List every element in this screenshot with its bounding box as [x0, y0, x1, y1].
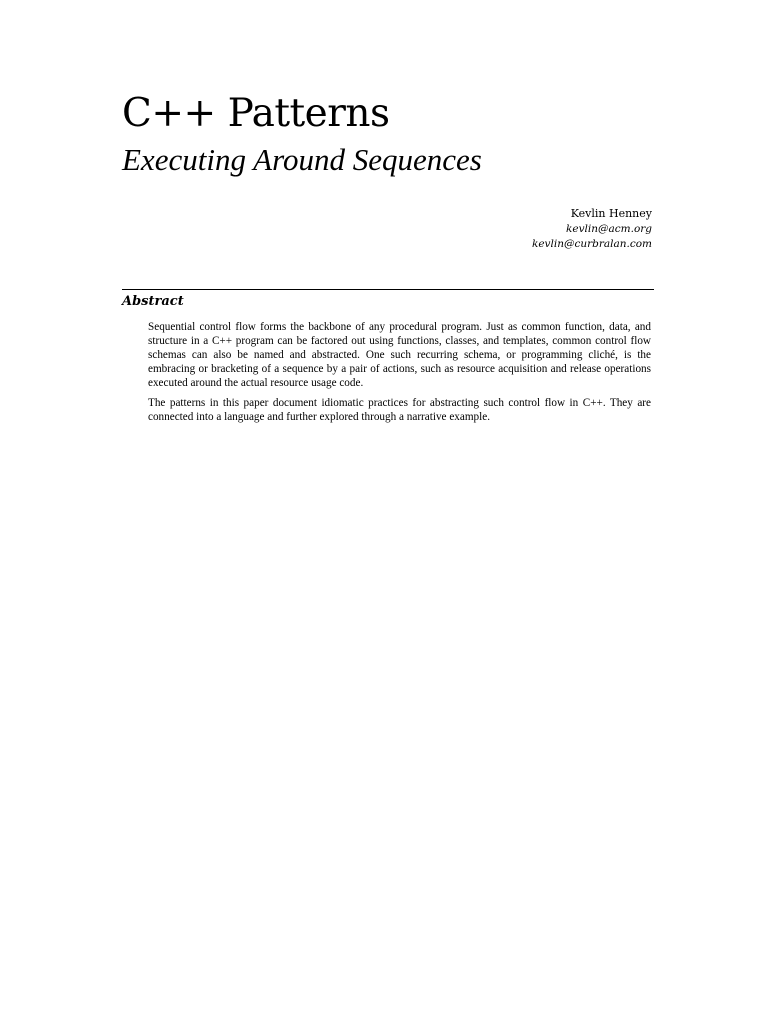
abstract-body: [148, 320, 651, 430]
abstract-paragraph: The patterns in this paper document idiomatic practices for abstracting such control flow in C++. They are connected into a language and further explored through a narrative example.: [148, 397, 651, 423]
abstract-paragraph: Sequential control flow forms the backbone of any procedural program. Just as common function, data, and structure in a C++ program can be factored out using functions, classes, and templates, common control flow schemas can also be named and abstracted. One such recurring schema, or programming cliché, is the embracing or bracketing of a sequence by a pair of actions, such as resource acquisition and release operations executed around the actual resource usage code.: [148, 321, 651, 389]
document-title: C++ Patterns: [122, 91, 390, 136]
abstract-heading: Abstract: [122, 294, 184, 309]
author-block: [532, 206, 652, 252]
document-subtitle: Executing Around Sequences: [122, 142, 482, 177]
author-email: kevlin@acm.org: [566, 223, 652, 235]
author-name: Kevlin Henney: [570, 207, 652, 220]
author-email: kevlin@curbralan.com: [531, 238, 652, 250]
horizontal-rule: [122, 289, 654, 290]
